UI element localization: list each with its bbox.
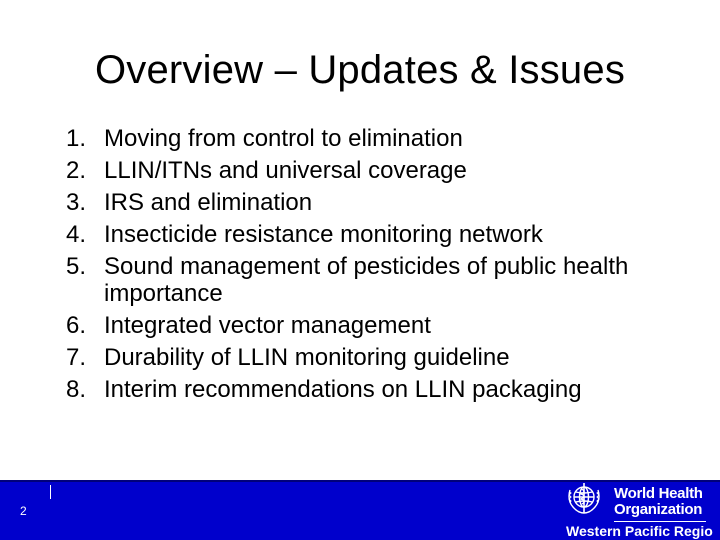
item-number: 8.	[65, 376, 86, 403]
footer-divider	[50, 485, 51, 499]
footer-top-line	[0, 480, 720, 482]
overview-list	[18, 123, 708, 406]
item-text: IRS and elimination	[104, 189, 313, 216]
item-number: 6.	[65, 312, 86, 339]
list-item	[18, 374, 708, 406]
list-item	[18, 342, 708, 374]
item-text: Moving from control to elimination	[104, 125, 463, 152]
item-number: 1.	[65, 125, 86, 152]
slide-title: Overview – Updates & Issues	[94, 48, 626, 92]
item-text: LLIN/ITNs and universal coverage	[104, 157, 467, 184]
item-number: 5.	[65, 253, 86, 280]
item-number: 4.	[65, 221, 86, 248]
item-number: 7.	[65, 344, 86, 371]
item-text: Durability of LLIN monitoring guideline	[104, 344, 510, 371]
list-item	[18, 310, 708, 342]
list-item	[18, 251, 708, 310]
item-text: Insecticide resistance monitoring network	[104, 221, 543, 248]
who-emblem-icon	[564, 480, 604, 518]
item-number: 3.	[65, 189, 86, 216]
logo-rule	[614, 521, 706, 522]
list-item	[18, 123, 708, 155]
page-number: 2	[20, 504, 27, 518]
item-text: Sound management of pesticides of public health importance	[104, 253, 629, 307]
list-item	[18, 219, 708, 251]
region-name: Western Pacific Regio	[566, 523, 713, 539]
organization-name	[614, 486, 703, 518]
organization-name-line1: World Health	[614, 485, 703, 502]
list-item	[18, 155, 708, 187]
item-text: Interim recommendations on LLIN packaging	[104, 376, 582, 403]
item-text: Integrated vector management	[104, 312, 431, 339]
item-number: 2.	[65, 157, 86, 184]
list-item	[18, 187, 708, 219]
organization-name-line2: Organization	[614, 501, 703, 518]
